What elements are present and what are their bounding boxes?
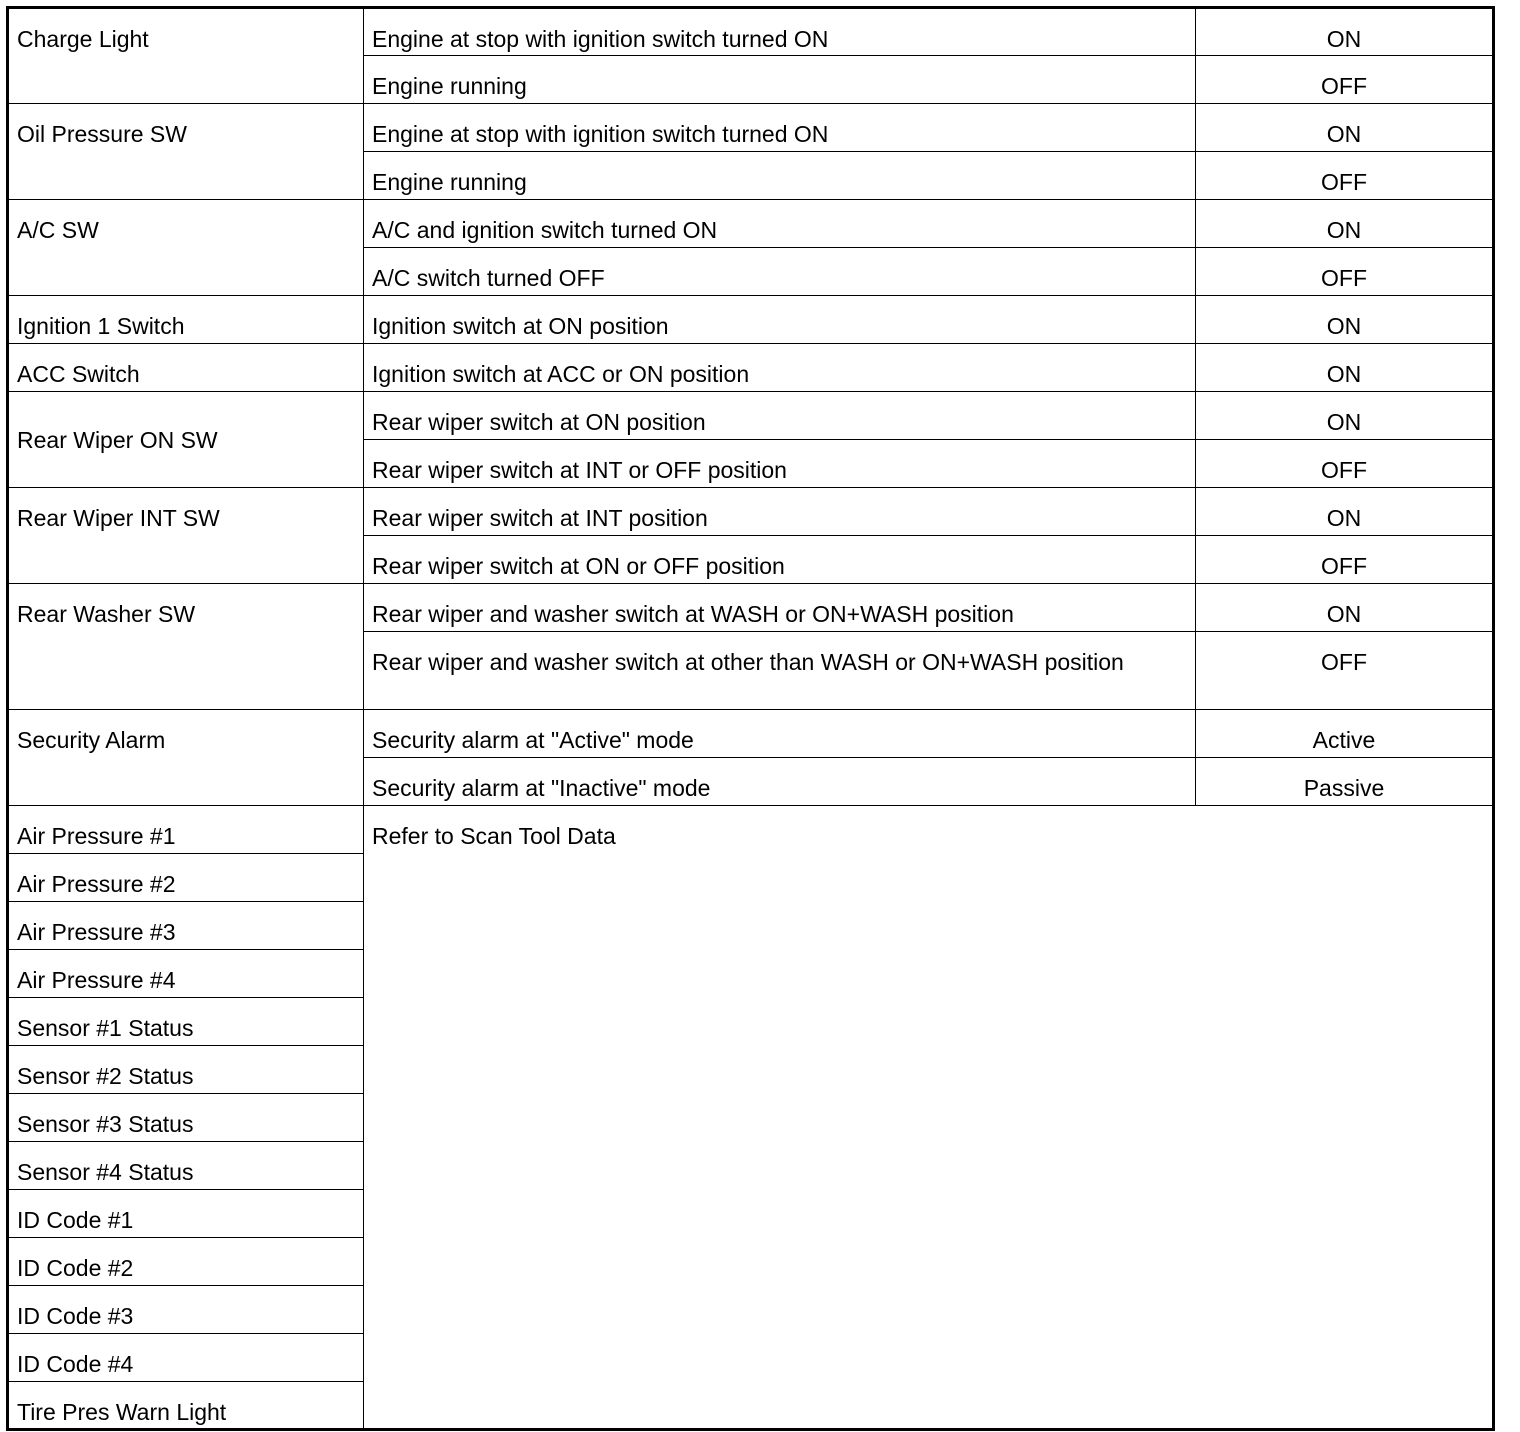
value-cell <box>1196 344 1494 392</box>
item-cell <box>8 344 364 392</box>
condition-text: Security alarm at "Inactive" mode <box>372 775 711 801</box>
item-cell <box>8 104 364 200</box>
item-cell <box>8 1286 364 1334</box>
condition-cell <box>364 710 1196 758</box>
value-cell <box>1196 632 1494 710</box>
condition-text: Rear wiper switch at INT or OFF position <box>372 457 787 483</box>
condition-text: Engine at stop with ignition switch turned ON <box>372 26 829 52</box>
condition-text: A/C switch turned OFF <box>372 265 605 291</box>
value-cell <box>1196 296 1494 344</box>
item-ac-sw: A/C SW <box>17 217 99 243</box>
item-cell <box>8 1334 364 1382</box>
condition-cell <box>364 56 1196 104</box>
condition-text: Security alarm at "Active" mode <box>372 727 694 753</box>
table-row <box>8 8 1494 56</box>
item-cell <box>8 584 364 710</box>
value-cell <box>1196 152 1494 200</box>
condition-text: Ignition switch at ACC or ON position <box>372 361 750 387</box>
value-text: Passive <box>1303 775 1385 801</box>
item-id-code-4: ID Code #4 <box>17 1351 134 1377</box>
value-text: ON <box>1326 121 1362 147</box>
condition-text: Rear wiper and washer switch at other than WASH or ON+WASH position <box>372 649 1124 675</box>
table-row <box>8 344 1494 392</box>
condition-cell <box>364 296 1196 344</box>
condition-text: Engine at stop with ignition switch turned ON <box>372 121 829 147</box>
item-cell <box>8 8 364 104</box>
table-row <box>8 710 1494 758</box>
item-cell <box>8 1190 364 1238</box>
condition-cell <box>364 440 1196 488</box>
condition-cell <box>364 488 1196 536</box>
scan-tool-note: Refer to Scan Tool Data <box>372 823 616 849</box>
value-text: OFF <box>1321 265 1367 291</box>
value-cell <box>1196 200 1494 248</box>
condition-text: Rear wiper switch at ON position <box>372 409 706 435</box>
item-sensor-3-status: Sensor #3 Status <box>17 1111 194 1137</box>
data-list-table <box>6 6 1495 1431</box>
table-row <box>8 296 1494 344</box>
item-cell <box>8 1046 364 1094</box>
item-air-pressure-3: Air Pressure #3 <box>17 919 176 945</box>
table-row <box>8 806 1494 854</box>
condition-cell <box>364 104 1196 152</box>
item-rear-wiper-on-sw: Rear Wiper ON SW <box>17 426 218 453</box>
value-text: ON <box>1326 26 1362 52</box>
table-row <box>8 200 1494 248</box>
value-cell <box>1196 104 1494 152</box>
item-tire-pres-warn-light: Tire Pres Warn Light <box>17 1399 227 1425</box>
condition-text: Ignition switch at ON position <box>372 313 669 339</box>
item-cell <box>8 200 364 296</box>
value-text: ON <box>1326 601 1362 627</box>
item-cell <box>8 1238 364 1286</box>
item-air-pressure-1: Air Pressure #1 <box>17 823 176 849</box>
item-id-code-1: ID Code #1 <box>17 1207 134 1233</box>
item-cell <box>8 902 364 950</box>
condition-text: Engine running <box>372 169 527 195</box>
item-cell <box>8 998 364 1046</box>
condition-cell <box>364 248 1196 296</box>
table-row <box>8 392 1494 440</box>
item-sensor-1-status: Sensor #1 Status <box>17 1015 194 1041</box>
item-air-pressure-2: Air Pressure #2 <box>17 871 176 897</box>
value-cell <box>1196 8 1494 56</box>
value-cell <box>1196 248 1494 296</box>
value-text: OFF <box>1321 553 1367 579</box>
item-sensor-2-status: Sensor #2 Status <box>17 1063 194 1089</box>
item-cell <box>8 392 364 488</box>
condition-cell <box>364 632 1196 710</box>
condition-cell <box>364 536 1196 584</box>
condition-cell <box>364 392 1196 440</box>
item-cell <box>8 950 364 998</box>
item-cell <box>8 1094 364 1142</box>
scan-tool-note-cell <box>364 806 1494 1430</box>
value-text: OFF <box>1321 73 1367 99</box>
condition-text: Rear wiper switch at ON or OFF position <box>372 553 785 579</box>
condition-text: Engine running <box>372 73 527 99</box>
item-cell <box>8 710 364 806</box>
condition-cell <box>364 200 1196 248</box>
condition-text: Rear wiper and washer switch at WASH or ON+WASH position <box>372 601 1014 627</box>
value-cell <box>1196 758 1494 806</box>
value-cell <box>1196 488 1494 536</box>
value-text: Active <box>1312 727 1376 753</box>
item-id-code-3: ID Code #3 <box>17 1303 134 1329</box>
value-text: ON <box>1326 409 1362 435</box>
value-cell <box>1196 56 1494 104</box>
item-cell <box>8 1382 364 1430</box>
value-text: ON <box>1326 217 1362 243</box>
value-text: OFF <box>1321 457 1367 483</box>
item-cell <box>8 806 364 854</box>
value-text: ON <box>1326 361 1362 387</box>
value-text: OFF <box>1321 169 1367 195</box>
item-cell <box>8 854 364 902</box>
value-text: ON <box>1326 313 1362 339</box>
value-cell <box>1196 440 1494 488</box>
value-text: OFF <box>1321 649 1367 675</box>
item-air-pressure-4: Air Pressure #4 <box>17 967 176 993</box>
condition-cell <box>364 344 1196 392</box>
condition-cell <box>364 8 1196 56</box>
item-cell <box>8 296 364 344</box>
value-cell <box>1196 392 1494 440</box>
table-row <box>8 584 1494 632</box>
item-id-code-2: ID Code #2 <box>17 1255 134 1281</box>
item-sensor-4-status: Sensor #4 Status <box>17 1159 194 1185</box>
value-cell <box>1196 710 1494 758</box>
condition-cell <box>364 152 1196 200</box>
table-row <box>8 488 1494 536</box>
item-acc-switch: ACC Switch <box>17 361 140 387</box>
item-cell <box>8 1142 364 1190</box>
table-row <box>8 104 1494 152</box>
item-cell <box>8 488 364 584</box>
value-text: ON <box>1326 505 1362 531</box>
value-cell <box>1196 584 1494 632</box>
condition-text: Rear wiper switch at INT position <box>372 505 708 531</box>
item-rear-washer-sw: Rear Washer SW <box>17 601 196 627</box>
item-rear-wiper-int-sw: Rear Wiper INT SW <box>17 505 220 531</box>
item-oil-pressure-sw: Oil Pressure SW <box>17 121 187 147</box>
condition-text: A/C and ignition switch turned ON <box>372 217 718 243</box>
item-security-alarm: Security Alarm <box>17 727 166 753</box>
item-charge-light: Charge Light <box>17 26 149 52</box>
condition-cell <box>364 758 1196 806</box>
item-ignition-1-switch: Ignition 1 Switch <box>17 313 185 339</box>
condition-cell <box>364 584 1196 632</box>
value-cell <box>1196 536 1494 584</box>
